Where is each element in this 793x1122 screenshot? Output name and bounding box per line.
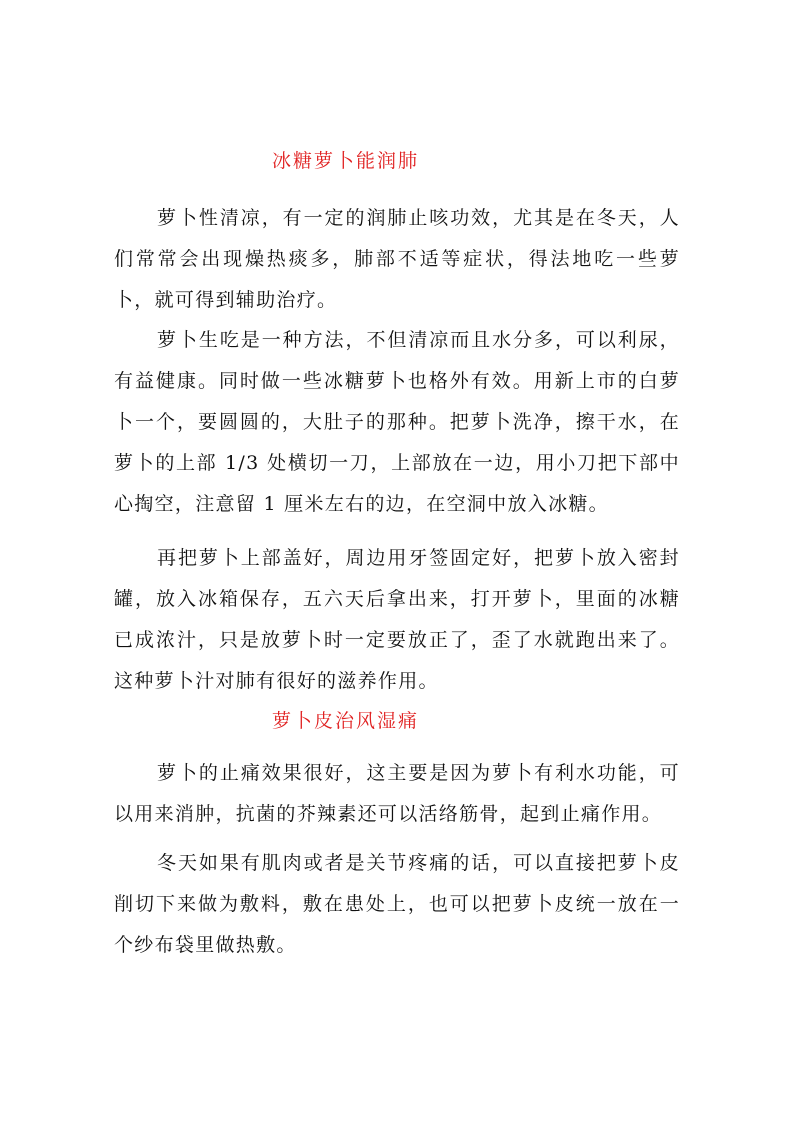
- paragraph-ice-sugar-radish-method: 萝卜生吃是一种方法，不但清凉而且水分多，可以利尿，有益健康。同时做一些冰糖萝卜也格外有效。用新上市的白萝卜一个，要圆圆的，大肚子的那种。把萝卜洗净，擦干水，在萝卜的上部 1/3 处横切一刀，上部放在一边，用小刀把下部中心掏空，注意留 1 厘米左右的边，在空洞中放入冰糖。: [114, 329, 680, 515]
- paragraph-ice-sugar-radish-storage: 再把萝卜上部盖好，周边用牙签固定好，把萝卜放入密封罐，放入冰箱保存，五六天后拿出来，打开萝卜，里面的冰糖已成浓汁，只是放萝卜时一定要放正了，歪了水就跑出来了。这种萝卜汁对肺有很好的滋养作用。: [114, 547, 680, 692]
- paragraph-radish-pain-relief: 萝卜的止痛效果很好，这主要是因为萝卜有利水功能，可以用来消肿，抗菌的芥辣素还可以活络筋骨，起到止痛作用。: [114, 762, 680, 825]
- paragraph-radish-moistens-lungs: 萝卜性清凉，有一定的润肺止咳功效，尤其是在冬天，人们常常会出现燥热痰多，肺部不适等症状，得法地吃一些萝卜，就可得到辅助治疗。: [114, 207, 680, 311]
- paragraph-radish-peel-compress: 冬天如果有肌肉或者是关节疼痛的话，可以直接把萝卜皮削切下来做为敷料，敷在患处上，也可以把萝卜皮统一放在一个纱布袋里做热敷。: [114, 852, 680, 956]
- section-heading-ice-sugar-radish: 冰糖萝卜能润肺: [272, 150, 420, 172]
- section-heading-radish-peel-rheumatism: 萝卜皮治风湿痛: [272, 710, 420, 732]
